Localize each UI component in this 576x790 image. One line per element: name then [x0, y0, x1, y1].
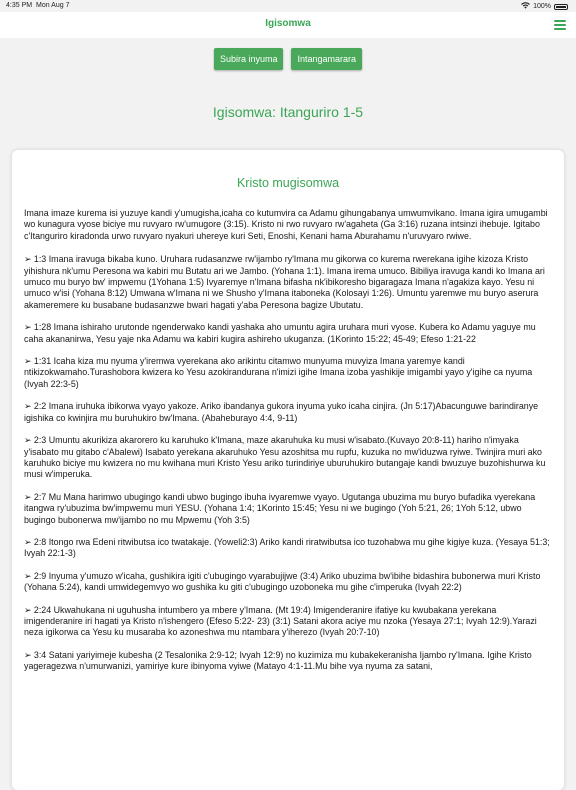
paragraph: ➢ 1:31 Icaha kiza mu nyuma y'iremwa vyerekana ako arikintu citamwo munyuma muvyiza Imana yaremye kandi ntikizokwamaho.Turashobora kwizera ko Yesu azokirandurana n'imizi igihe Imana izoba yashikije imigambi yayo y'igihe ca nyuma (Ivyah 22:3-5) — [24, 356, 533, 389]
nav-title: Igisomwa — [265, 18, 311, 29]
paragraph: ➢ 2:8 Itongo rwa Edeni ritwibutsa ico twatakaje. (Yoweli2:3) Ariko kandi riratwibutsa ico tuzohabwa mu gihe kigiye kuza. (Yesaya 51:3; Ivyah 22:1-3) — [24, 536, 550, 559]
back-button[interactable]: Subira inyuma — [214, 48, 284, 70]
reading-content — [12, 208, 564, 673]
battery-icon — [554, 4, 568, 10]
status-date: Mon Aug 7 — [36, 2, 70, 9]
paragraph: ➢ 2:24 Ukwahukana ni uguhusha intumbero ya mbere y'Imana. (Mt 19:4) Imigenderanire ifatiye ku kwubakana yerekana imigenderanire iri hagati ya Kristo n'ishengero (Efeso 5:22- 23) (3:1) Satani akora aciye mu nzoka (Yesaya 27:1; Ivyah 12:9).Yarazi neza igikorwa ca Yesu ku musaraba ko azoneshwa mu ntambara y'iherezo (Ivyah 20:7-10) — [24, 604, 537, 638]
paragraph: ➢ 1:3 Imana iravuga bikaba kuno. Uruhara rudasanzwe rw'ijambo ry'Imana mu gikorwa co kurema rwerekana igihe kizoza Kristo yihishura nk'umu Peresona wa kabiri mu Butatu ari we Jambo. (Yohana 1:1). Imana irema umuco. Bibiliya iravuga kandi ko Imana ari umuco mu buryo bw' impwemu (1Yohana 1:5) Ivyaremye n'Imana bifasha nk'ibikoresho bigaragaza Imana n'agakiza kayo. Yesu ni umuco w'isi (Yohana 8:12) Umwana w'Imana ni we Shusho y'Imana itaboneka (Kolosayi 1:26). Umuntu yaremwe mu buryo aserura akameremere ku busabane budasanzwe bwari hagati y'aba Peresona bagize Ubutatu. — [24, 254, 545, 310]
paragraph: ➢ 2:9 Inyuma y'umuzo w'icaha, gushikira igiti c'ubugingo vyarabujijwe (3:4) Ariko ubuzima bw'ibihe bidashira bubonerwa muri Kristo (Yohana 5:24), kandi umwidegemvyo wo gushika ku giti c'ubugingo uzoboneka mu gihe c'imperuka (Ivyah 22:2) — [24, 570, 541, 593]
paragraph: ➢ 2:7 Mu Mana harimwo ubugingo kandi ubwo bugingo ibuha ivyaremwe vyayo. Ugutanga ubuzima mu buryo bufadika vyerekana itangwa ry'ubuzima bw'impwemu muri YESU. (Yohana 1:4; 1Korinto 15:45; Yesu ni we bugingo (Yoh 5:21, 26; 1Yoh 5:12, ubwo bugingo bubonerwa mw'ijambo no mu Mpwemu (Yoh 3:5) — [24, 491, 536, 525]
wifi-icon — [521, 2, 530, 11]
nav-bar — [0, 12, 576, 38]
navigation-buttons — [0, 48, 576, 70]
lesson-title: Igisomwa: Itanguriro 1-5 — [212, 104, 364, 120]
status-time: 4:35 PM — [6, 2, 33, 9]
paragraph: ➢ 1:28 Imana ishiraho urutonde ngenderwako kandi yashaka aho umuntu agira uruhara muri vyose. Kubera ko Adamu yaguye mu caha akananirwa, Yesu yaje nka Adamu wa kabiri kugira ashireho ukuganza. (1Korinto 15:22; 45-49; Efeso 1:21-22 — [24, 322, 536, 344]
paragraph: ➢ 2:3 Umuntu akurikiza akarorero ku karuhuko k'Imana, maze akaruhuka ku musi w'isabato.(Kuvayo 20:8-11) hariho n'imyaka y'isabato mu gitabo c'Abalewi) Isabato yerekana akaruhuko Yesu azoshitsa mu rupfu, kuzuka no mw'iduzwa ryiwe. Twinjira muri ako karuhuko biciye mu kwizera no mu kwihana muri Kristo Yesu ariko turindiriye uburuhukiro butangaje kandi bwuzuye buzohishurwa ku musi w'imperuka. — [24, 435, 546, 480]
paragraph: ➢ 2:2 Imana iruhuka ibikorwa vyayo yakoze. Ariko ibandanya gukora inyuma yuko icaha cinjira. (Jn 5:17)Abacunguwe barindiranye igishika co kwinjira mu buruhukiro bw'Imana. (Abaheburayo 4:4, 9-11) — [24, 401, 539, 423]
reading-card — [12, 150, 564, 790]
card-title: Kristo mugisomwa — [236, 176, 340, 190]
hamburger-menu-icon[interactable] — [554, 20, 566, 30]
status-right — [521, 2, 568, 11]
paragraph: ➢ 3:4 Satani yariyimeje kubesha (2 Tesalonika 2:9-12; Ivyah 12:9) no kuzimiza mu kubakekeranisha Ijambo ry'Imana. Igihe Kristo yageragezwa n'umurwanizi, yamiriye kure ibinyoma vyiwe (Matayo 4:1-11.Mu bihe vya nyuma za satani, — [24, 649, 532, 672]
battery-percent: 100% — [533, 3, 551, 10]
next-button[interactable]: Intangamarara — [291, 48, 362, 70]
paragraph: Imana imaze kurema isi yuzuye kandi y'umugisha,icaha co kutumvira ca Adamu gihungabanya umwumvikano. Imana igira umugambi wo kunagura vyose biciye mu ruvyaro rw'umugore (3:15). Kristo ni rwo ruvyaro rw'agaheta (Ga 3:16) ruzana intsinzi ihebuje. Igitabo c'Itanguriro kiradonda urwo ruvyaro nyakuri uhereye kuri Seti, Enoshi, Kenani hama Aburahamu n'uruvyaro rwiwe. — [24, 208, 548, 241]
status-bar — [0, 0, 576, 12]
